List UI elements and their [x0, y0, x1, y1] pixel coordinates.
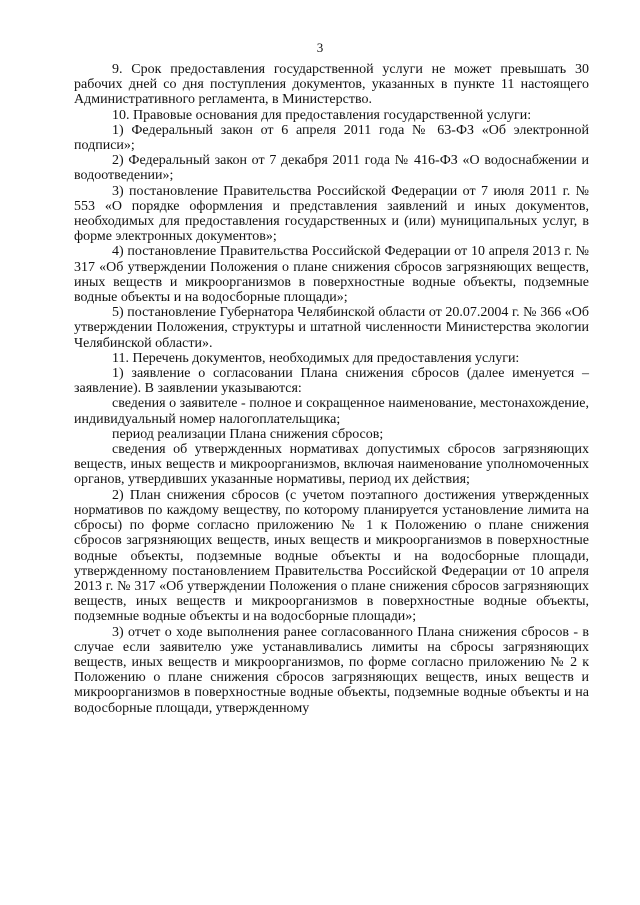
paragraph-progress-report: 3) отчет о ходе выполнения ранее согласованного Плана снижения сбросов - в случае если заявителю уже устанавливались лимиты на сбросы загрязняющих веществ, иных веществ и микроорганизмов, по форме согласно приложению № 2 к Положению о плане снижения сбросов загрязняющих веществ, иных веществ и микроорганизмов в поверхностные водные объекты, подземные водные объекты и на водосборные площади, утвержденному	[74, 624, 589, 716]
page-number: 3	[316, 40, 324, 55]
paragraph-item-9-term: 9. Срок предоставления государственной услуги не может превышать 30 рабочих дней со дня поступления документов, указанных в пункте 11 настоящего Административного регламента, в Министерство.	[74, 62, 589, 108]
paragraph-plan-period: период реализации Плана снижения сбросов;	[112, 426, 384, 442]
paragraph-item-11-documents: 11. Перечень документов, необходимых для предоставления услуги:	[112, 350, 520, 366]
paragraph-norms-info: сведения об утвержденных нормативах допустимых сбросов загрязняющих веществ, иных веществ и микроорганизмов, включая наименование уполномоченных органов, утвердивших указанные нормативы, период их действия;	[74, 442, 589, 488]
paragraph-item-10-legal-basis: 10. Правовые основания для предоставления государственной услуги:	[112, 107, 532, 123]
paragraph-applicant-info: сведения о заявителе - полное и сокращенное наименование, местонахождение, индивидуальный номер налогоплательщика;	[74, 396, 589, 427]
paragraph-governor-decree-366: 5) постановление Губернатора Челябинской области от 20.07.2004 г. № 366 «Об утверждении Положения, структуры и штатной численности Министерства экологии Челябинской области».	[74, 305, 589, 351]
paragraph-decree-317: 4) постановление Правительства Российской Федерации от 10 апреля 2013 г. № 317 «Об утверждении Положения о плане снижения сбросов загрязняющих веществ, иных веществ и микроорганизмов в поверхностные водные объекты, подземные водные объекты и на водосборные площади»;	[74, 244, 589, 306]
document-body	[74, 62, 589, 716]
paragraph-application: 1) заявление о согласовании Плана снижения сбросов (далее именуется – заявление). В заявлении указываются:	[74, 366, 589, 397]
paragraph-reduction-plan: 2) План снижения сбросов (с учетом поэтапного достижения утвержденных нормативов по каждому веществу, по которому планируется установление лимита на сбросы) по форме согласно приложению № 1 к Положению о плане снижения сбросов загрязняющих веществ, иных веществ и микроорганизмов в поверхностные водные объекты, подземные водные объекты и на водосборные площади, утвержденному постановлением Правительства Российской Федерации от 10 апреля 2013 г. № 317 «Об утверждении Положения о плане снижения сбросов загрязняющих веществ, иных веществ и микроорганизмов в поверхностные водные объекты, подземные водные объекты и на водосборные площади»;	[74, 487, 589, 625]
paragraph-decree-553: 3) постановление Правительства Российской Федерации от 7 июля 2011 г. № 553 «О порядке оформления и представления заявлений и иных документов, необходимых для предоставления государственных и (или) муниципальных услуг, в форме электронных документов»;	[74, 183, 589, 245]
paragraph-law-416fz: 2) Федеральный закон от 7 декабря 2011 года № 416-ФЗ «О водоснабжении и водоотведении»;	[74, 153, 589, 184]
paragraph-law-63fz: 1) Федеральный закон от 6 апреля 2011 года № 63-ФЗ «Об электронной подписи»;	[74, 122, 589, 154]
